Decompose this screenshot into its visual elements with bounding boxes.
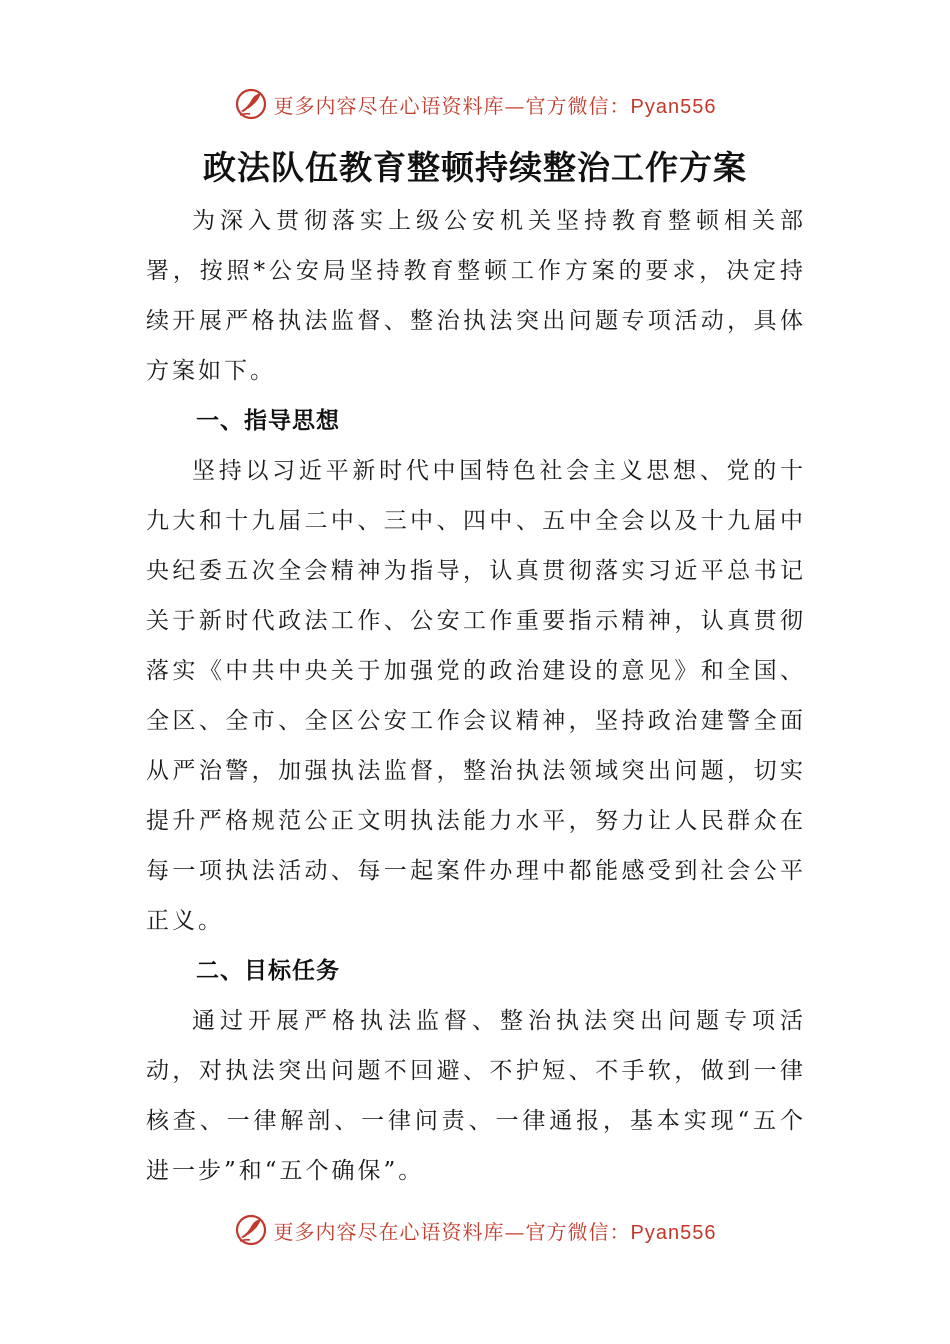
section-heading-guiding-ideology: 一、指导思想 xyxy=(196,408,340,434)
pen-nib-logo-icon xyxy=(234,87,268,121)
banner-wechat-id: Pyan556 xyxy=(630,95,717,118)
footer-watermark-banner xyxy=(0,1208,950,1252)
section-heading-goals-tasks: 二、目标任务 xyxy=(196,958,340,984)
banner-wechat-label: 官方微信： xyxy=(525,93,631,118)
banner-text xyxy=(274,90,717,119)
document-body xyxy=(146,196,806,1196)
banner-brand: 更多内容尽在心语资料库 xyxy=(273,1219,505,1244)
header-watermark-banner xyxy=(0,82,950,126)
intro-paragraph: 为深入贯彻落实上级公安机关坚持教育整顿相关部署，按照*公安局坚持教育整顿工作方案的要求，决定持续开展严格执法监督、整治执法突出问题专项活动，具体方案如下。 xyxy=(146,208,806,384)
banner-dash: — xyxy=(504,1219,526,1244)
banner-text xyxy=(274,1216,717,1245)
document-title: 政法队伍教育整顿持续整治工作方案 xyxy=(203,148,747,187)
section-paragraph-goals-tasks: 通过开展严格执法监督、整治执法突出问题专项活动，对执法突出问题不回避、不护短、不手软，做到一律核查、一律解剖、一律问责、一律通报，基本实现“五个进一步”和“五个确保”。 xyxy=(146,1008,806,1184)
banner-wechat-label: 官方微信： xyxy=(525,1219,631,1244)
banner-dash: — xyxy=(504,93,526,118)
section-paragraph-guiding-ideology: 坚持以习近平新时代中国特色社会主义思想、党的十九大和十九届二中、三中、四中、五中全会以及十九届中央纪委五次全会精神为指导，认真贯彻落实习近平总书记关于新时代政法工作、公安工作重要指示精神，认真贯彻落实《中共中央关于加强党的政治建设的意见》和全国、全区、全市、全区公安工作会议精神，坚持政治建警全面从严治警，加强执法监督，整治执法领域突出问题，切实提升严格规范公正文明执法能力水平，努力让人民群众在每一项执法活动、每一起案件办理中都能感受到社会公平正义。 xyxy=(146,458,806,934)
pen-nib-logo-icon xyxy=(234,1213,268,1247)
banner-wechat-id: Pyan556 xyxy=(630,1221,717,1244)
banner-brand: 更多内容尽在心语资料库 xyxy=(273,93,505,118)
